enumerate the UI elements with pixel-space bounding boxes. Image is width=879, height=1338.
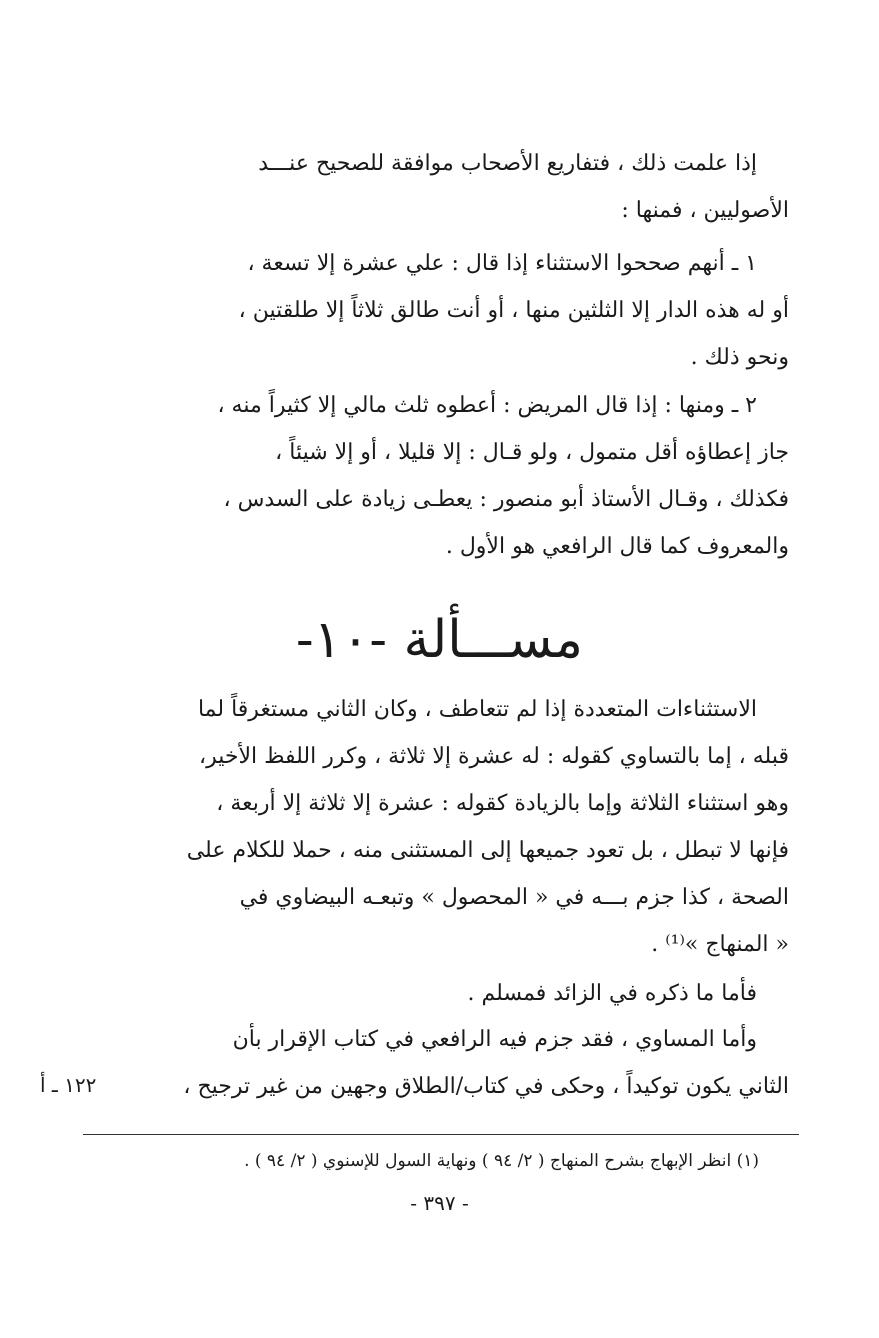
text-line: فإنها لا تبطل ، بل تعود جميعها إلى المستثنى منه ، حملا للكلام على [186,838,789,863]
text-line: الاستثناءات المتعددة إذا لم تتعاطف ، وكان الثاني مستغرقاً لما [197,697,757,722]
text-line: « المنهاج »⁽¹⁾ . [651,932,789,957]
text-line: الأصوليين ، فمنها : [621,198,789,223]
text-line: فكذلك ، وقـال الأستاذ أبو منصور : يعطـى زيادة على السدس ، [223,487,789,512]
text-line: أو له هذه الدار إلا الثلثين منها ، أو أنت طالق ثلاثاً إلا طلقتين ، [238,298,789,323]
paragraph-item-1 [149,240,789,381]
text-line: وأما المساوي ، فقد جزم فيه الرافعي في كتاب الإقرار بأن [232,1027,757,1052]
paragraph-issue-10 [149,686,789,968]
text-line: الثاني يكون توكيداً ، وحكى في كتاب/الطلاق وجهين من غير ترجيح ، [183,1074,789,1099]
paragraph-item-2 [149,382,789,570]
section-heading: مســـألة -١٠- [295,610,584,670]
text-line: ١ ـ أنهم صححوا الاستثناء إذا قال : علي عشرة إلا تسعة ، [247,251,757,276]
text-line: والمعروف كما قال الرافعي هو الأول . [445,534,789,559]
text-line: ٢ ـ ومنها : إذا قال المريض : أعطوه ثلث مالي إلا كثيراً منه ، [217,393,757,418]
text-line: إذا علمت ذلك ، فتفاريع الأصحاب موافقة للصحيح عنـــد [258,151,757,176]
manuscript-folio-note: ١٢٢ ـ أ [40,1073,97,1097]
text-line: فأما ما ذكره في الزائد فمسلم . [467,981,757,1006]
footnote: (١) انظر الإبهاج بشرح المنهاج ( ٢/ ٩٤ ) ونهاية السول للإسنوي ( ٢/ ٩٤ ) . [244,1151,759,1171]
paragraph-equal [149,1016,789,1110]
paragraph-surplus [149,970,789,1017]
page-number: - ٣٩٧ - [410,1191,469,1215]
text-line: وهو استثناء الثلاثة وإما بالزيادة كقوله : عشرة إلا ثلاثة إلا أربعة ، [216,791,789,816]
text-line: جاز إعطاؤه أقل متمول ، ولو قـال : إلا قليلا ، أو إلا شيئاً ، [275,440,789,465]
footnote-divider [83,1134,799,1135]
text-line: ونحو ذلك . [690,345,789,370]
paragraph-intro [149,140,789,234]
text-line: قبله ، إما بالتساوي كقوله : له عشرة إلا ثلاثة ، وكرر اللفظ الأخير، [198,744,789,769]
text-line: الصحة ، كذا جزم بـــه في « المحصول » وتبعـه البيضاوي في [239,885,789,910]
